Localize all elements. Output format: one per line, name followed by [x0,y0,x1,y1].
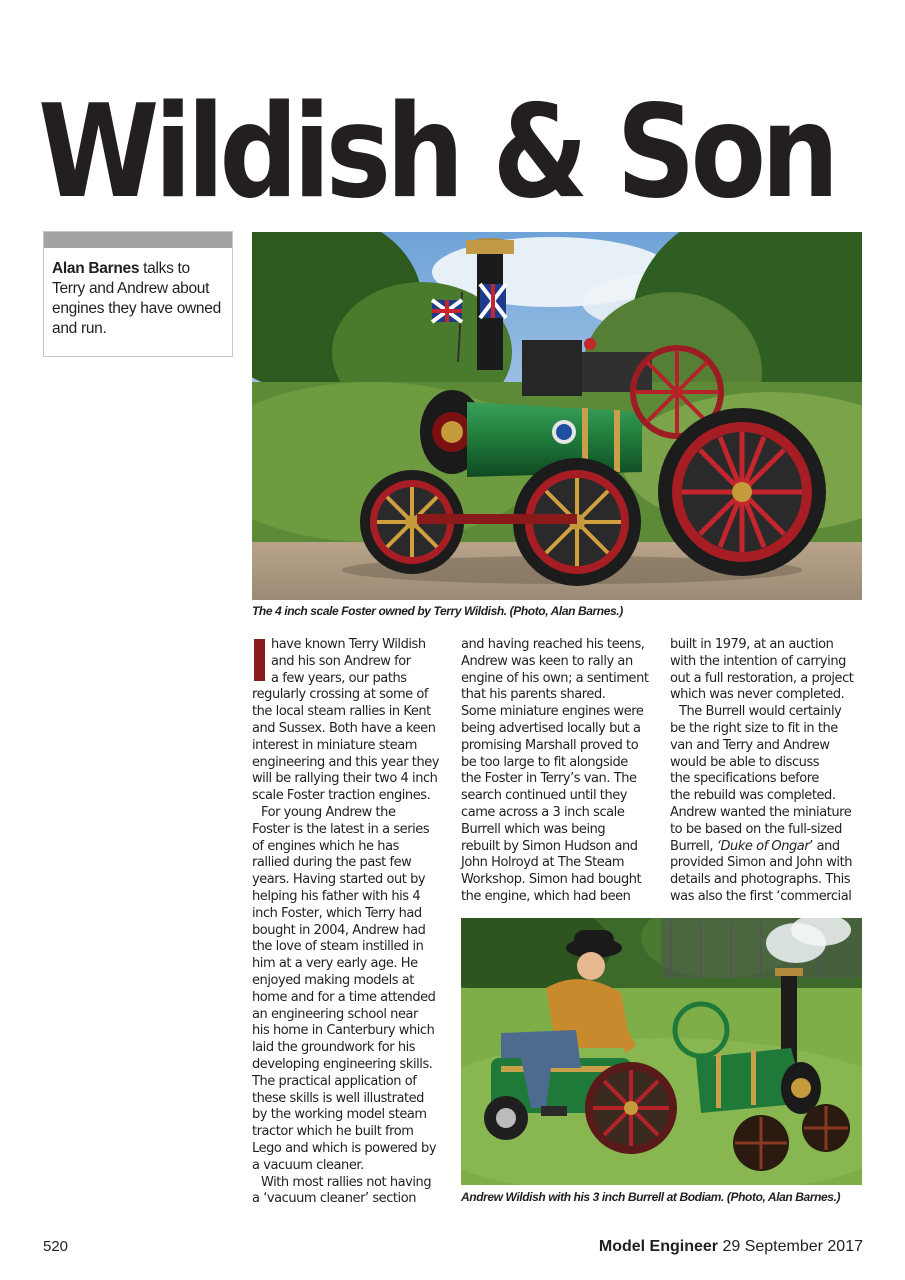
text-line: helping his father with his 4 [252,888,421,904]
text-line: the Foster in Terry’s van. The [461,771,637,787]
text-line: will be rallying their two 4 inch [252,771,438,787]
headline: Wildish & Son [38,78,835,227]
col1-paragraph-2 [252,805,442,1175]
text-line: an engineering school near [252,1006,418,1022]
text-line: came across a 3 inch scale [461,804,625,820]
text-line: his home in Canterbury which [252,1023,435,1039]
text-line: bought in 2004, Andrew had [252,922,426,938]
text-line: which was never completed. [670,687,845,703]
text-line: the specifications before [670,771,819,787]
standfirst-text [44,248,232,339]
text-line: be the right size to fit in the [670,720,838,736]
magazine-title: Model Engineer [598,1238,718,1255]
text-line: provided Simon and John with [670,855,853,871]
text-line: interest in miniature steam [252,737,417,753]
col1-paragraph-3 [252,1175,442,1209]
article-column-3 [670,637,860,906]
text-line: Foster is the latest in a series [252,821,430,837]
photo-andrew-burrell [461,918,862,1185]
text-line: built in 1979, at an auction [670,637,834,652]
text-line: be too large to fit alongside [461,754,628,770]
text-line: out a full restoration, a project [670,670,854,686]
text-line: him at a very early age. He [252,956,418,972]
col3-paragraph-1 [670,637,860,704]
issue-date: 29 September 2017 [718,1238,863,1255]
col2-paragraph-1 [461,637,651,906]
text-line: engineering and this year they [252,754,440,770]
text-line: engine of his own; a sentiment [461,670,649,686]
text-line: The Burrell would certainly [679,704,842,720]
text-line: the engine, which had been [461,888,631,904]
text-line: the local steam rallies in Kent [252,704,431,720]
standfirst-body: talks to Terry and Andrew about engines they have owned and run. [52,260,221,337]
text-line: that his parents shared. [461,687,606,703]
text-line: scale Foster traction engines. [252,788,431,804]
text-line: Workshop. Simon had bought [461,872,642,888]
text-line: to be based on the full-sized [670,821,842,837]
text-line: Andrew wanted the miniature [670,804,852,820]
engine-name-italic: ‘Duke of Ongar [716,838,810,854]
text-line: laid the groundwork for his [252,1040,416,1056]
text-line: For young Andrew the [261,804,396,820]
text-line: of engines which he has [252,838,399,854]
text-line: a few years, our paths [271,670,407,686]
foster-engine-illustration [252,232,862,600]
text-line: have known Terry Wildish [271,637,426,652]
text-line: search continued until they [461,788,628,804]
text-line [670,839,860,856]
footer-issue [599,1238,863,1256]
text-line: developing engineering skills. [252,1056,433,1072]
col3-paragraph-2 [670,704,860,906]
text-line: enjoyed making models at [252,972,414,988]
text-line: the rebuild was completed. [670,788,836,804]
photo-burrell-caption: Andrew Wildish with his 3 inch Burrell at Bodiam. (Photo, Alan Barnes.) [461,1190,841,1204]
standfirst-author: Alan Barnes [52,260,140,277]
text-line: van and Terry and Andrew [670,737,830,753]
standfirst-box [43,231,233,357]
burrell-illustration [461,918,862,1185]
text-line: Some miniature engines were [461,704,644,720]
text-line: would be able to discuss [670,754,820,770]
photo-foster-engine [252,232,862,600]
text-line: a ‘vacuum cleaner’ section [252,1191,417,1207]
text-line: by the working model steam [252,1107,427,1123]
text-line: being advertised locally but a [461,720,641,736]
text-line: rallied during the past few [252,855,412,871]
text-line: Burrell which was being [461,821,606,837]
text-line: and having reached his teens, [461,637,645,652]
standfirst-bar [44,232,232,248]
text-line: details and photographs. This [670,872,851,888]
text-fragment: ’ and [809,838,840,854]
article-column-1 [252,637,442,1208]
text-line: Andrew was keen to rally an [461,653,633,669]
text-line: home and for a time attended [252,989,436,1005]
text-line: with the intention of carrying [670,653,846,669]
text-line: was also the first ‘commercial [670,888,852,904]
text-line: and his son Andrew for [271,653,411,669]
page-number: 520 [43,1238,69,1255]
text-line: tractor which he built from [252,1124,414,1140]
text-line: and Sussex. Both have a keen [252,720,436,736]
text-line: the love of steam instilled in [252,939,424,955]
text-line: these skills is well illustrated [252,1090,424,1106]
article-column-2 [461,637,651,906]
text-line: With most rallies not having [261,1174,432,1190]
text-line: promising Marshall proved to [461,737,639,753]
text-fragment: Burrell, [670,838,717,854]
text-line: inch Foster, which Terry had [252,905,422,921]
text-line: regularly crossing at some of [252,687,429,703]
text-line: John Holroyd at The Steam [461,855,625,871]
text-line: rebuilt by Simon Hudson and [461,838,638,854]
text-line: The practical application of [252,1073,417,1089]
photo-foster-caption: The 4 inch scale Foster owned by Terry Wildish. (Photo, Alan Barnes.) [252,604,623,618]
col1-paragraph-1 [252,637,442,805]
text-line: Lego and which is powered by [252,1140,437,1156]
text-line: a vacuum cleaner. [252,1157,364,1173]
drop-cap-mark [254,639,265,681]
text-line: years. Having started out by [252,872,426,888]
